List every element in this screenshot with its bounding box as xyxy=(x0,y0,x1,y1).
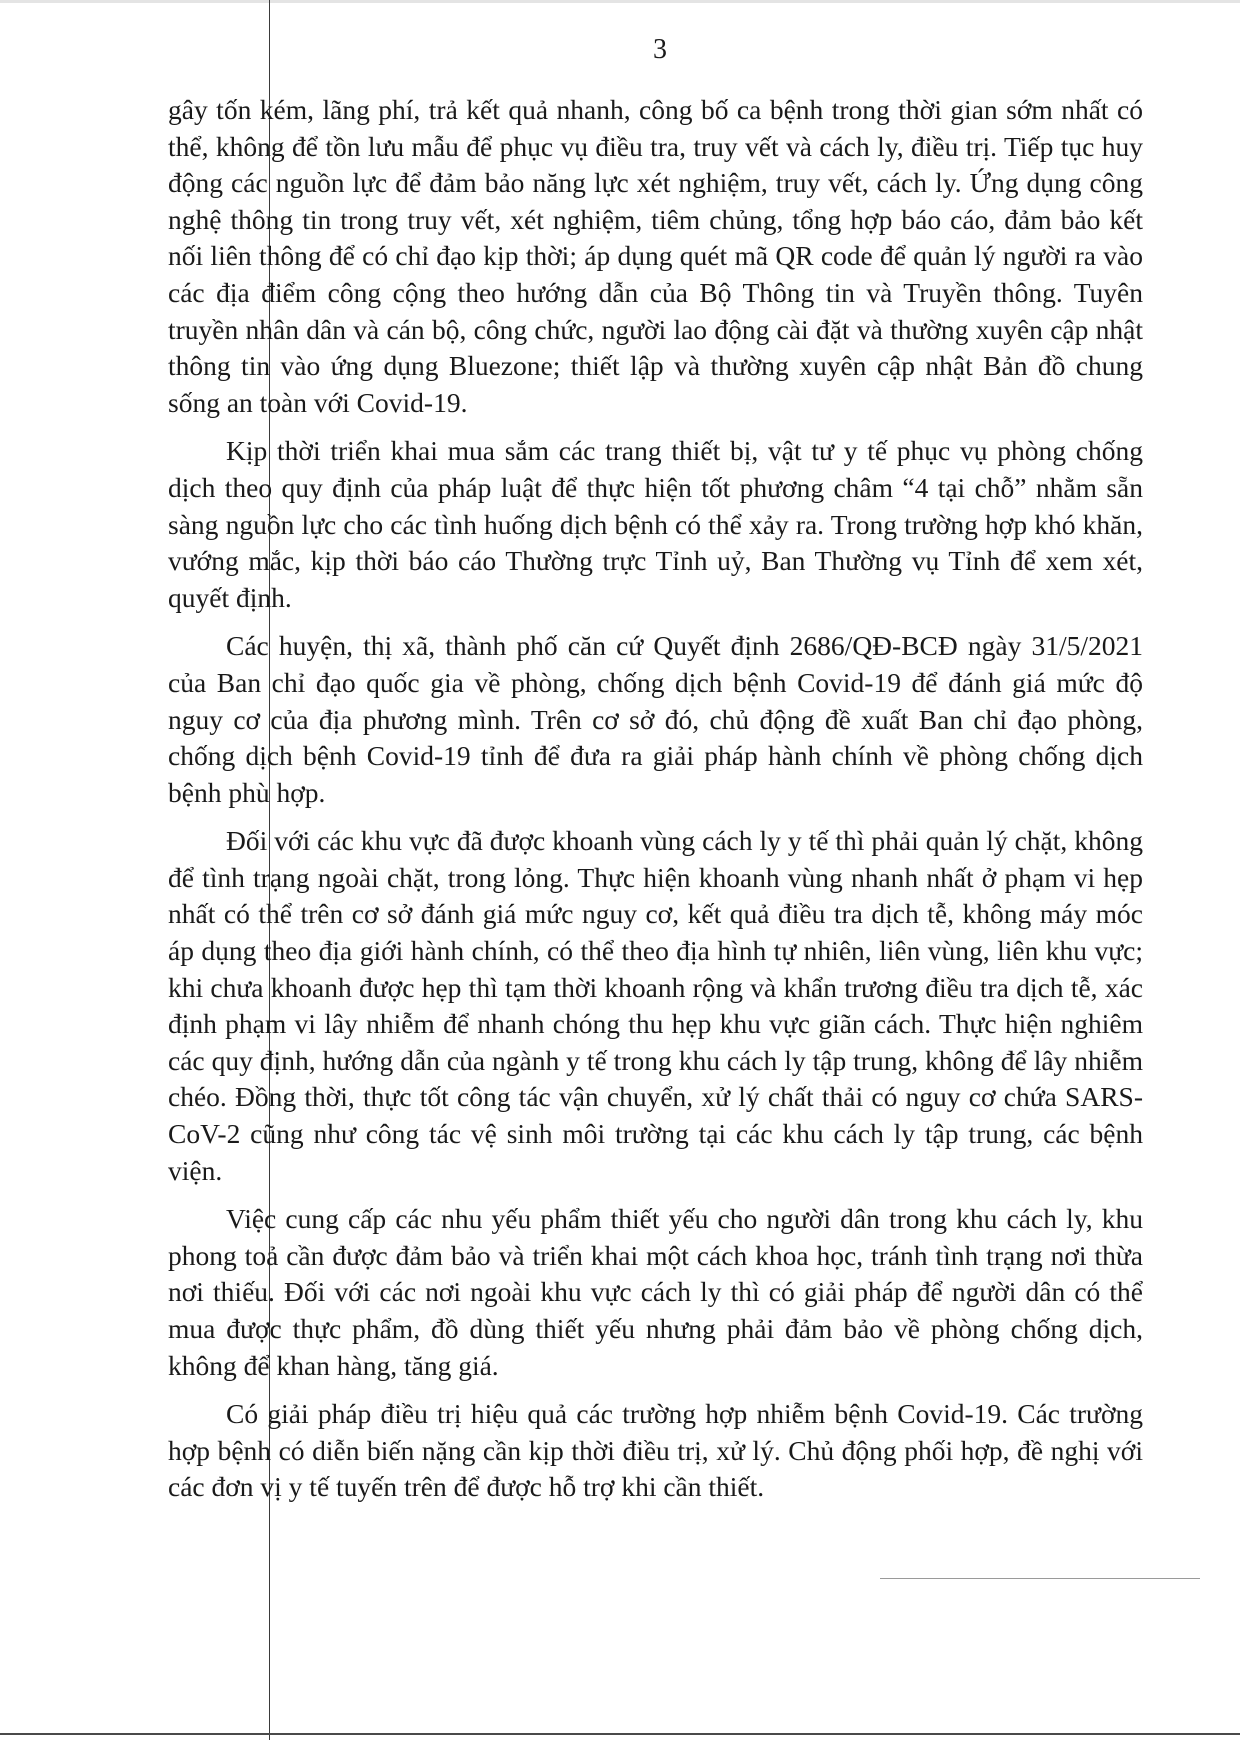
scan-top-edge xyxy=(0,0,1240,3)
document-body xyxy=(168,92,1143,1518)
paragraph-5: Việc cung cấp các nhu yếu phẩm thiết yếu cho người dân trong khu cách ly, khu phong toả cần được đảm bảo và triển khai một cách khoa học, tránh tình trạng nơi thừa nơi thiếu. Đối với các nơi ngoài khu vực cách ly thì có giải pháp để người dân có thể mua được thực phẩm, đồ dùng thiết yếu nhưng phải đảm bảo về phòng chống dịch, không để khan hàng, tăng giá. xyxy=(168,1203,1143,1381)
paragraph-1: gây tốn kém, lãng phí, trả kết quả nhanh, công bố ca bệnh trong thời gian sớm nhất có thể, không để tồn lưu mẫu để phục vụ điều tra, truy vết và cách ly, điều trị. Tiếp tục huy động các nguồn lực để đảm bảo năng lực xét nghiệm, truy vết, cách ly. Ứng dụng công nghệ thông tin trong truy vết, xét nghiệm, tiêm chủng, tổng hợp báo cáo, đảm bảo kết nối liên thông để có chỉ đạo kịp thời; áp dụng quét mã QR code để quản lý người ra vào các địa điểm công cộng theo hướng dẫn của Bộ Thông tin và Truyền thông. Tuyên truyền nhân dân và cán bộ, công chức, người lao động cài đặt và thường xuyên cập nhật thông tin vào ứng dụng Bluezone; thiết lập và thường xuyên cập nhật Bản đồ chung sống an toàn với Covid-19. xyxy=(168,94,1143,418)
page-number: 3 xyxy=(653,34,667,65)
paragraph-3: Các huyện, thị xã, thành phố căn cứ Quyết định 2686/QĐ-BCĐ ngày 31/5/2021 của Ban chỉ đạo quốc gia về phòng, chống dịch bệnh Covid-19 để đánh giá mức độ nguy cơ của địa phương mình. Trên cơ sở đó, chủ động đề xuất Ban chỉ đạo phòng, chống dịch bệnh Covid-19 tỉnh để đưa ra giải pháp hành chính về phòng chống dịch bệnh phù hợp. xyxy=(168,630,1143,808)
scan-bottom-edge xyxy=(0,1733,1240,1735)
end-of-text-rule xyxy=(880,1578,1200,1579)
paragraph-4: Đối với các khu vực đã được khoanh vùng cách ly y tế thì phải quản lý chặt, không để tình trạng ngoài chặt, trong lỏng. Thực hiện khoanh vùng nhanh nhất ở phạm vi hẹp nhất có thể trên cơ sở đánh giá mức nguy cơ, kết quả điều tra dịch tễ, không máy móc áp dụng theo địa giới hành chính, có thể theo địa hình tự nhiên, liên vùng, liên khu vực; khi chưa khoanh được hẹp thì tạm thời khoanh rộng và khẩn trương điều tra dịch tễ, xác định phạm vi lây nhiễm để nhanh chóng thu hẹp khu vực giãn cách. Thực hiện nghiêm các quy định, hướng dẫn của ngành y tế trong khu cách ly tập trung, không để lây nhiễm chéo. Đồng thời, thực tốt công tác vận chuyển, xử lý chất thải có nguy cơ chứa SARS-CoV-2 cũng như công tác vệ sinh môi trường tại các khu cách ly tập trung, các bệnh viện. xyxy=(168,825,1143,1186)
paragraph-2: Kịp thời triển khai mua sắm các trang thiết bị, vật tư y tế phục vụ phòng chống dịch theo quy định của pháp luật để thực hiện tốt phương châm “4 tại chỗ” nhằm sẵn sàng nguồn lực cho các tình huống dịch bệnh có thể xảy ra. Trong trường hợp khó khăn, vướng mắc, kịp thời báo cáo Thường trực Tỉnh uỷ, Ban Thường vụ Tỉnh để xem xét, quyết định. xyxy=(168,435,1143,613)
paragraph-6: Có giải pháp điều trị hiệu quả các trường hợp nhiễm bệnh Covid-19. Các trường hợp bệnh có diễn biến nặng cần kịp thời điều trị, xử lý. Chủ động phối hợp, đề nghị với các đơn vị y tế tuyến trên để được hỗ trợ khi cần thiết. xyxy=(168,1398,1143,1503)
